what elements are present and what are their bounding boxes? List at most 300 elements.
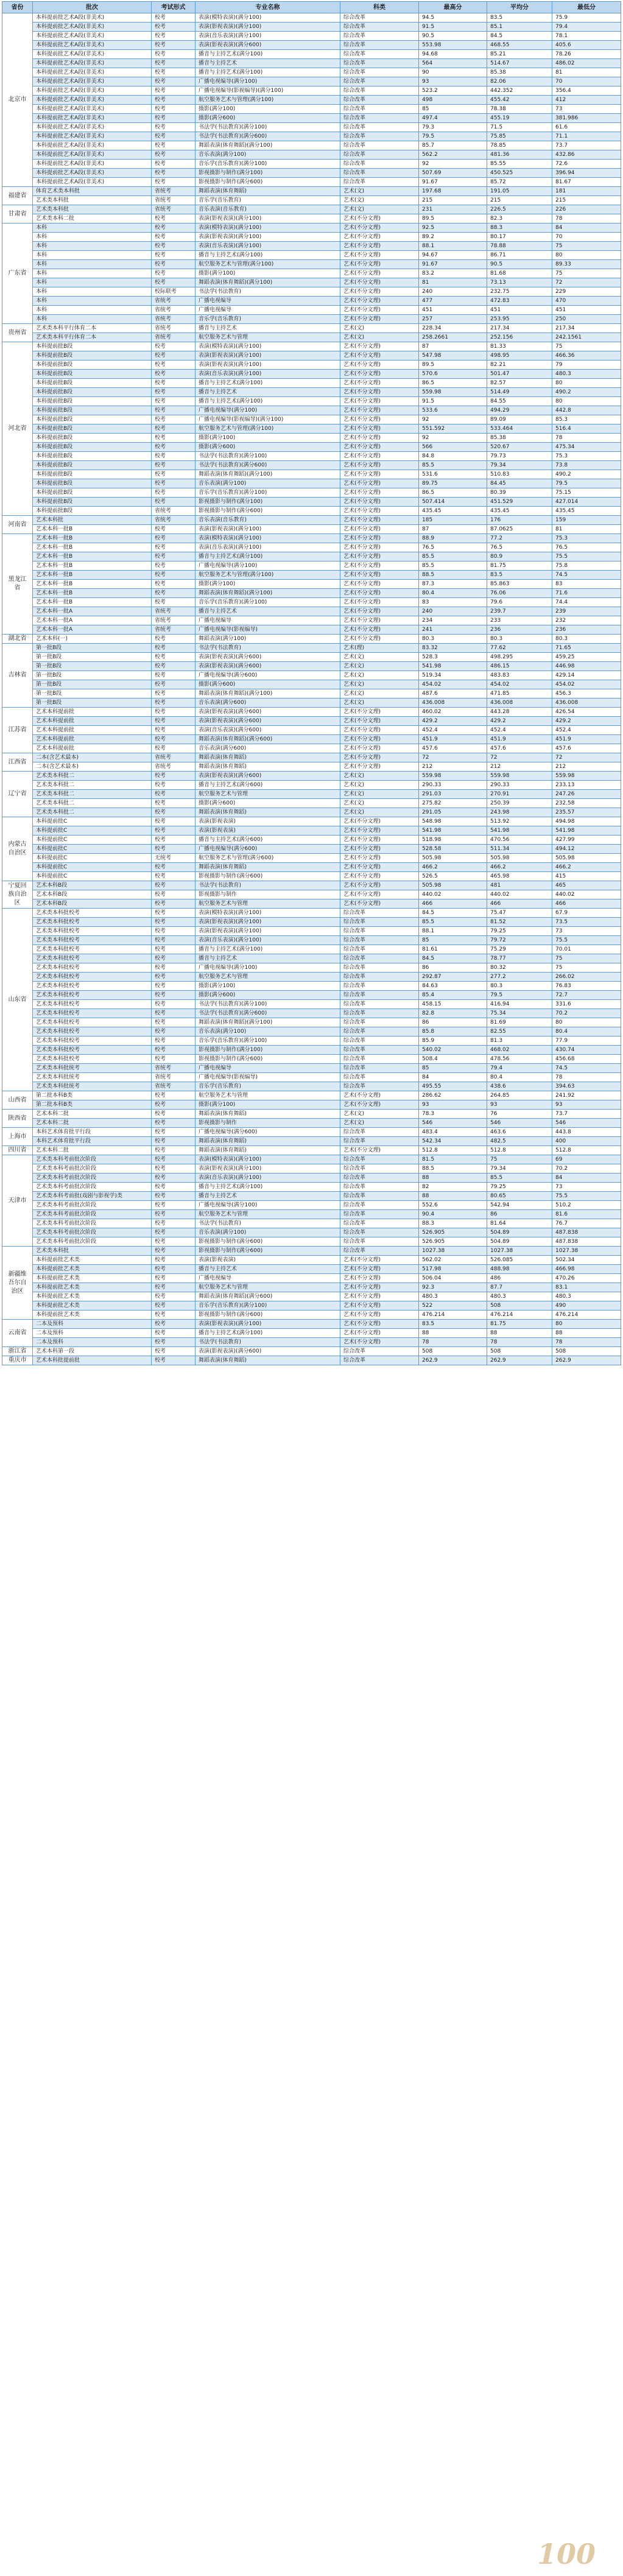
batch-cell: 本科提前批B段 <box>33 488 152 498</box>
avg-score-cell: 73.13 <box>487 278 552 287</box>
min-score-cell: 88 <box>552 1329 621 1338</box>
table-row <box>2 863 621 872</box>
batch-cell: 本科提前批C <box>33 845 152 854</box>
major-cell: 摄影(满分600) <box>195 991 340 1000</box>
exam-type-cell: 省统考 <box>152 324 195 333</box>
batch-cell: 艺术类本科批校考 <box>33 1027 152 1036</box>
exam-type-cell: 校考 <box>152 552 195 561</box>
exam-type-cell: 校考 <box>152 982 195 991</box>
province-cell: 广东省 <box>2 223 33 324</box>
major-cell: 音乐学(音乐教育)(满分100) <box>195 598 340 607</box>
max-score-cell: 91.67 <box>419 260 487 269</box>
major-cell: 表演(影视表演) <box>195 1256 340 1265</box>
major-cell: 表演(影视表演)(满分600) <box>195 1347 340 1356</box>
table-row <box>2 1274 621 1283</box>
avg-score-cell: 480.3 <box>487 1292 552 1301</box>
exam-type-cell: 校考 <box>152 945 195 954</box>
max-score-cell: 505.98 <box>419 881 487 890</box>
table-row <box>2 881 621 890</box>
avg-score-cell: 212 <box>487 762 552 772</box>
max-score-cell: 80.4 <box>419 589 487 598</box>
avg-score-cell: 81.75 <box>487 1320 552 1329</box>
exam-type-cell: 校考 <box>152 452 195 461</box>
table-row <box>2 1128 621 1137</box>
max-score-cell: 436.008 <box>419 699 487 708</box>
exam-type-cell: 校考 <box>152 141 195 150</box>
table-row <box>2 1055 621 1064</box>
avg-score-cell: 451.9 <box>487 735 552 744</box>
avg-score-cell: 79.6 <box>487 598 552 607</box>
avg-score-cell: 481.36 <box>487 150 552 160</box>
avg-score-cell: 514.49 <box>487 388 552 397</box>
table-row <box>2 1183 621 1192</box>
table-row <box>2 744 621 753</box>
exam-type-cell: 校考 <box>152 717 195 726</box>
batch-cell: 本科提前批艺术类 <box>33 1301 152 1311</box>
max-score-cell: 228.34 <box>419 324 487 333</box>
major-cell: 播音与主持艺术(满分600) <box>195 836 340 845</box>
min-score-cell: 75.3 <box>552 534 621 543</box>
table-row <box>2 1283 621 1292</box>
avg-score-cell: 80.39 <box>487 488 552 498</box>
table-row <box>2 32 621 41</box>
min-score-cell: 430.74 <box>552 1046 621 1055</box>
avg-score-cell: 72 <box>487 753 552 762</box>
table-row <box>2 23 621 32</box>
province-cell: 河南省 <box>2 516 33 534</box>
batch-cell: 本科提前批C <box>33 836 152 845</box>
subject-cell: 艺术(不分文理) <box>340 306 419 315</box>
subject-cell: 艺术(不分文理) <box>340 297 419 306</box>
table-row <box>2 516 621 525</box>
subject-cell: 综合改革 <box>340 160 419 169</box>
major-cell: 摄影(满分100) <box>195 580 340 589</box>
major-cell: 表演(模特表演)(满分100) <box>195 13 340 23</box>
table-row <box>2 1000 621 1009</box>
max-score-cell: 81.5 <box>419 1155 487 1164</box>
batch-cell: 本科提前批艺术A段(非美术) <box>33 160 152 169</box>
subject-cell: 艺术(文) <box>340 653 419 662</box>
batch-cell: 二本及预科 <box>33 1329 152 1338</box>
batch-cell: 艺术本科一批B <box>33 534 152 543</box>
min-score-cell: 466.2 <box>552 863 621 872</box>
avg-score-cell: 512.8 <box>487 1146 552 1155</box>
exam-type-cell: 校考 <box>152 598 195 607</box>
batch-cell: 艺术类本科考前批次阶段 <box>33 1219 152 1228</box>
min-score-cell: 84 <box>552 223 621 233</box>
major-cell: 表演(模特表演)(满分100) <box>195 223 340 233</box>
avg-score-cell: 253.95 <box>487 315 552 324</box>
max-score-cell: 84.8 <box>419 452 487 461</box>
avg-score-cell: 76 <box>487 1110 552 1119</box>
major-cell: 航空服务艺术与管理 <box>195 1283 340 1292</box>
batch-cell: 艺术本科(一) <box>33 635 152 644</box>
avg-score-cell: 87.0625 <box>487 525 552 534</box>
batch-cell: 艺术本科一批B <box>33 543 152 552</box>
batch-cell: 二本及预科 <box>33 1338 152 1347</box>
subject-cell: 艺术(不分文理) <box>340 872 419 881</box>
major-cell: 影视摄影与制作 <box>195 1119 340 1128</box>
table-row <box>2 826 621 836</box>
major-cell: 音乐学(音乐教育) <box>195 1082 340 1091</box>
min-score-cell: 440.02 <box>552 890 621 899</box>
major-cell: 航空服务艺术与管理 <box>195 333 340 342</box>
table-row <box>2 132 621 141</box>
table-row <box>2 388 621 397</box>
major-cell: 舞蹈表演(满分100) <box>195 635 340 644</box>
subject-cell: 艺术(不分文理) <box>340 1283 419 1292</box>
province-cell: 江西省 <box>2 753 33 772</box>
table-row <box>2 1201 621 1210</box>
major-cell: 表演(影视表演)(满分100) <box>195 1320 340 1329</box>
subject-cell: 艺术(不分文理) <box>340 214 419 223</box>
subject-cell: 综合改革 <box>340 1055 419 1064</box>
subject-cell: 艺术(不分文理) <box>340 607 419 616</box>
batch-cell: 本科 <box>33 233 152 242</box>
max-score-cell: 85.5 <box>419 552 487 561</box>
min-score-cell: 432.86 <box>552 150 621 160</box>
table-row <box>2 552 621 561</box>
subject-cell: 艺术(不分文理) <box>340 1265 419 1274</box>
exam-type-cell: 校考 <box>152 214 195 223</box>
exam-type-cell: 校考 <box>152 1155 195 1164</box>
avg-score-cell: 89.09 <box>487 415 552 424</box>
exam-type-cell: 校考 <box>152 86 195 96</box>
exam-type-cell: 校考 <box>152 1146 195 1155</box>
table-row <box>2 817 621 826</box>
min-score-cell: 75 <box>552 269 621 278</box>
avg-score-cell: 77.62 <box>487 644 552 653</box>
batch-cell: 艺术类本科批统考 <box>33 1082 152 1091</box>
batch-cell: 二本(含艺术最本) <box>33 762 152 772</box>
max-score-cell: 86.5 <box>419 488 487 498</box>
batch-cell: 艺术类本科考前批次阶段 <box>33 1201 152 1210</box>
min-score-cell: 480.3 <box>552 370 621 379</box>
major-cell: 影视摄影与制作(满分100) <box>195 169 340 178</box>
exam-type-cell: 省统考 <box>152 625 195 635</box>
subject-cell: 艺术(不分文理) <box>340 223 419 233</box>
table-row <box>2 1018 621 1027</box>
min-score-cell: 75 <box>552 242 621 251</box>
subject-cell: 综合改革 <box>340 169 419 178</box>
batch-cell: 本科 <box>33 251 152 260</box>
exam-type-cell: 省统考 <box>152 1064 195 1073</box>
exam-type-cell: 校考 <box>152 1036 195 1046</box>
table-row <box>2 927 621 936</box>
exam-type-cell: 校考 <box>152 1137 195 1146</box>
avg-score-cell: 81.69 <box>487 1018 552 1027</box>
batch-cell: 本科提前批艺术类 <box>33 1311 152 1320</box>
batch-cell: 艺术类本科考前批次阶段 <box>33 1164 152 1174</box>
avg-score-cell: 520.67 <box>487 443 552 452</box>
header-province: 省份 <box>2 2 33 13</box>
min-score-cell: 72.6 <box>552 160 621 169</box>
table-row <box>2 1301 621 1311</box>
table-row <box>2 160 621 169</box>
subject-cell: 艺术(不分文理) <box>340 616 419 625</box>
avg-score-cell: 78.88 <box>487 242 552 251</box>
major-cell: 舞蹈表演(体育舞蹈)(满分100) <box>195 278 340 287</box>
table-row <box>2 644 621 653</box>
subject-cell: 艺术(不分文理) <box>340 1091 419 1100</box>
subject-cell: 艺术(不分文理) <box>340 625 419 635</box>
exam-type-cell: 省统考 <box>152 306 195 315</box>
avg-score-cell: 82.3 <box>487 214 552 223</box>
table-row <box>2 1091 621 1100</box>
min-score-cell: 427.99 <box>552 836 621 845</box>
table-row <box>2 1329 621 1338</box>
table-row <box>2 77 621 86</box>
avg-score-cell: 75.85 <box>487 132 552 141</box>
min-score-cell: 426.54 <box>552 708 621 717</box>
major-cell: 航空服务艺术与管理 <box>195 899 340 909</box>
max-score-cell: 240 <box>419 287 487 297</box>
exam-type-cell: 校考 <box>152 424 195 434</box>
exam-type-cell: 省统考 <box>152 187 195 196</box>
max-score-cell: 526.905 <box>419 1228 487 1237</box>
max-score-cell: 89.75 <box>419 479 487 488</box>
max-score-cell: 84.5 <box>419 909 487 918</box>
max-score-cell: 90 <box>419 68 487 77</box>
exam-type-cell: 校考 <box>152 342 195 351</box>
max-score-cell: 531.6 <box>419 470 487 479</box>
min-score-cell: 81 <box>552 68 621 77</box>
table-row <box>2 452 621 461</box>
min-score-cell: 494.98 <box>552 817 621 826</box>
province-cell: 河北省 <box>2 342 33 516</box>
avg-score-cell: 81.52 <box>487 918 552 927</box>
min-score-cell: 490.2 <box>552 470 621 479</box>
avg-score-cell: 79.34 <box>487 1164 552 1174</box>
max-score-cell: 79.5 <box>419 132 487 141</box>
major-cell: 影视摄影与制作(满分100) <box>195 1046 340 1055</box>
exam-type-cell: 校考 <box>152 1018 195 1027</box>
table-row <box>2 708 621 717</box>
header-exam-type: 考试形式 <box>152 2 195 13</box>
batch-cell: 本科提前批C <box>33 872 152 881</box>
avg-score-cell: 75.29 <box>487 945 552 954</box>
max-score-cell: 87 <box>419 342 487 351</box>
subject-cell: 综合改革 <box>340 1137 419 1146</box>
major-cell: 播音与主持艺术 <box>195 388 340 397</box>
batch-cell: 艺术类本科考前批(戏剧与影视学)类 <box>33 1192 152 1201</box>
subject-cell: 艺术(不分文理) <box>340 525 419 534</box>
exam-type-cell: 校考 <box>152 114 195 123</box>
avg-score-cell: 264.85 <box>487 1091 552 1100</box>
batch-cell: 艺术类本科批校考 <box>33 963 152 973</box>
table-row <box>2 434 621 443</box>
batch-cell: 艺术本科二批 <box>33 1119 152 1128</box>
avg-score-cell: 85.1 <box>487 23 552 32</box>
major-cell: 摄影(满分100) <box>195 982 340 991</box>
major-cell: 摄影(满分100) <box>195 269 340 278</box>
exam-type-cell: 校考 <box>152 589 195 598</box>
exam-type-cell: 校考 <box>152 13 195 23</box>
subject-cell: 综合改革 <box>340 178 419 187</box>
max-score-cell: 487.6 <box>419 689 487 699</box>
major-cell: 广播电视编导(满分100) <box>195 406 340 415</box>
table-row <box>2 242 621 251</box>
exam-type-cell: 校考 <box>152 1046 195 1055</box>
table-row <box>2 963 621 973</box>
subject-cell: 艺术(不分文理) <box>340 379 419 388</box>
min-score-cell: 75.9 <box>552 13 621 23</box>
table-row <box>2 580 621 589</box>
subject-cell: 艺术(文) <box>340 196 419 205</box>
major-cell: 航空服务艺术与管理(满分600) <box>195 854 340 863</box>
min-score-cell: 490.2 <box>552 388 621 397</box>
table-row <box>2 1100 621 1110</box>
max-score-cell: 291.03 <box>419 790 487 799</box>
exam-type-cell: 校考 <box>152 1347 195 1356</box>
major-cell: 广播电视编导 <box>195 1064 340 1073</box>
table-row <box>2 59 621 68</box>
max-score-cell: 292.87 <box>419 973 487 982</box>
min-score-cell: 475.34 <box>552 443 621 452</box>
max-score-cell: 83.32 <box>419 644 487 653</box>
exam-type-cell: 校考 <box>152 1338 195 1347</box>
min-score-cell: 510.2 <box>552 1201 621 1210</box>
avg-score-cell: 270.91 <box>487 790 552 799</box>
major-cell: 舞蹈表演(体育舞蹈) <box>195 1146 340 1155</box>
exam-type-cell: 校考 <box>152 808 195 817</box>
batch-cell: 艺术本科二批 <box>33 1110 152 1119</box>
max-score-cell: 88.5 <box>419 571 487 580</box>
min-score-cell: 266.02 <box>552 973 621 982</box>
min-score-cell: 76.83 <box>552 982 621 991</box>
exam-type-cell: 校考 <box>152 580 195 589</box>
avg-score-cell: 82.21 <box>487 361 552 370</box>
batch-cell: 艺术类本科批校考 <box>33 909 152 918</box>
batch-cell: 艺术本科一批B <box>33 525 152 534</box>
max-score-cell: 508 <box>419 1347 487 1356</box>
major-cell: 音乐表演(音乐教育) <box>195 205 340 214</box>
min-score-cell: 229 <box>552 287 621 297</box>
major-cell: 播音与主持艺术(满分100) <box>195 251 340 260</box>
batch-cell: 艺术类本科批校考 <box>33 991 152 1000</box>
table-row <box>2 1046 621 1055</box>
major-cell: 航空服务艺术与管理 <box>195 790 340 799</box>
table-row <box>2 909 621 918</box>
batch-cell: 本科提前批艺术A段(非美术) <box>33 50 152 59</box>
major-cell: 影视摄影与制作(满分600) <box>195 178 340 187</box>
exam-type-cell: 校考 <box>152 1283 195 1292</box>
major-cell: 播音与主持艺术(满分100) <box>195 1183 340 1192</box>
batch-cell: 本科提前批艺术A段(非美术) <box>33 169 152 178</box>
table-row <box>2 1228 621 1237</box>
table-row <box>2 589 621 598</box>
table-row <box>2 223 621 233</box>
batch-cell: 艺术类本科考前批次阶段 <box>33 1228 152 1237</box>
batch-cell: 本科提前批C <box>33 863 152 872</box>
batch-cell: 本科提前批艺术类 <box>33 1265 152 1274</box>
subject-cell: 艺术(不分文理) <box>340 351 419 361</box>
min-score-cell: 61.6 <box>552 123 621 132</box>
max-score-cell: 83.2 <box>419 269 487 278</box>
avg-score-cell: 440.02 <box>487 890 552 899</box>
min-score-cell: 217.34 <box>552 324 621 333</box>
max-score-cell: 519.34 <box>419 671 487 680</box>
exam-type-cell: 校考 <box>152 32 195 41</box>
batch-cell: 本科提前批B段 <box>33 397 152 406</box>
avg-score-cell: 501.47 <box>487 370 552 379</box>
avg-score-cell: 80.3 <box>487 982 552 991</box>
major-cell: 音乐表演(满分600) <box>195 744 340 753</box>
batch-cell: 本科提前批艺术A段(非美术) <box>33 150 152 160</box>
major-cell: 影视摄影与制作(满分600) <box>195 1055 340 1064</box>
major-cell: 舞蹈表演(体育舞蹈)(满分100) <box>195 141 340 150</box>
province-cell: 四川省 <box>2 1146 33 1155</box>
exam-type-cell: 校考 <box>152 269 195 278</box>
min-score-cell: 457.6 <box>552 744 621 753</box>
major-cell: 表演(模特表演)(满分100) <box>195 909 340 918</box>
max-score-cell: 533.6 <box>419 406 487 415</box>
exam-type-cell: 省统考 <box>152 297 195 306</box>
batch-cell: 本科提前批C <box>33 817 152 826</box>
subject-cell: 艺术(文) <box>340 662 419 671</box>
min-score-cell: 486.02 <box>552 59 621 68</box>
min-score-cell: 76.5 <box>552 543 621 552</box>
avg-score-cell: 243.98 <box>487 808 552 817</box>
table-row <box>2 616 621 625</box>
min-score-cell: 443.8 <box>552 1128 621 1137</box>
batch-cell: 艺术本科一批A <box>33 607 152 616</box>
avg-score-cell: 468.55 <box>487 41 552 50</box>
avg-score-cell: 84.55 <box>487 397 552 406</box>
min-score-cell: 487.838 <box>552 1237 621 1247</box>
max-score-cell: 88.9 <box>419 534 487 543</box>
avg-score-cell: 466 <box>487 899 552 909</box>
exam-type-cell: 校考 <box>152 525 195 534</box>
major-cell: 播音与主持艺术 <box>195 1265 340 1274</box>
exam-type-cell: 校考 <box>152 150 195 160</box>
subject-cell: 艺术(不分文理) <box>340 1100 419 1110</box>
avg-score-cell: 80.17 <box>487 233 552 242</box>
batch-cell: 本科提前批B段 <box>33 452 152 461</box>
avg-score-cell: 79.72 <box>487 936 552 945</box>
max-score-cell: 440.02 <box>419 890 487 899</box>
table-row <box>2 954 621 963</box>
table-row <box>2 178 621 187</box>
avg-score-cell: 452.4 <box>487 726 552 735</box>
avg-score-cell: 454.02 <box>487 680 552 689</box>
major-cell: 影视摄影与制作(满分600) <box>195 872 340 881</box>
max-score-cell: 526.5 <box>419 872 487 881</box>
subject-cell: 综合改革 <box>340 123 419 132</box>
major-cell: 书法学(书法教育)(满分600) <box>195 1009 340 1018</box>
min-score-cell: 212 <box>552 762 621 772</box>
province-cell: 福建省 <box>2 187 33 205</box>
avg-score-cell: 510.83 <box>487 470 552 479</box>
subject-cell: 艺术(不分文理) <box>340 598 419 607</box>
min-score-cell: 466 <box>552 899 621 909</box>
major-cell: 舞蹈表演(体育舞蹈) <box>195 1137 340 1146</box>
exam-type-cell: 校考 <box>152 443 195 452</box>
max-score-cell: 541.98 <box>419 662 487 671</box>
exam-type-cell: 校考 <box>152 415 195 424</box>
table-row <box>2 1311 621 1320</box>
exam-type-cell: 校考 <box>152 41 195 50</box>
subject-cell: 综合改革 <box>340 150 419 160</box>
major-cell: 表演(音乐表演)(满分100) <box>195 543 340 552</box>
min-score-cell: 75.8 <box>552 561 621 571</box>
major-cell: 摄影(满分600) <box>195 799 340 808</box>
avg-score-cell: 82.06 <box>487 77 552 86</box>
min-score-cell: 77.9 <box>552 1036 621 1046</box>
min-score-cell: 80.4 <box>552 1027 621 1036</box>
min-score-cell: 476.214 <box>552 1311 621 1320</box>
subject-cell: 艺术(不分文理) <box>340 836 419 845</box>
